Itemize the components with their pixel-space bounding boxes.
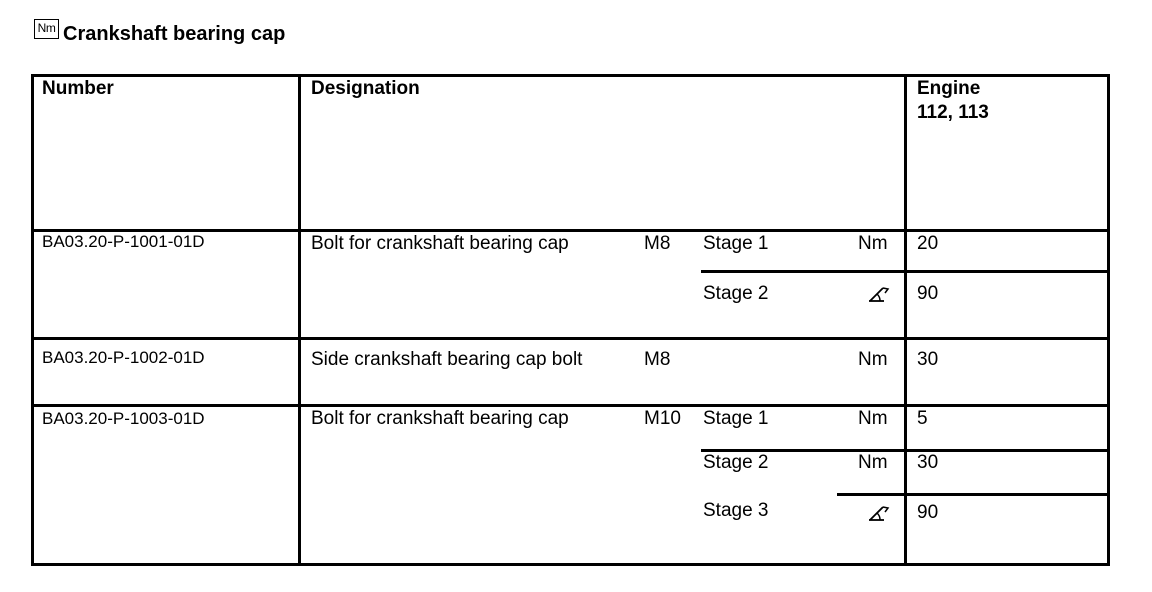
row1-stage1-unit: Nm	[858, 233, 888, 254]
header-engine-models: 112, 113	[917, 102, 989, 123]
stage-divider-row3-b	[837, 493, 1110, 496]
row3-stage2-unit: Nm	[858, 452, 888, 473]
row1-number: BA03.20-P-1001-01D	[42, 232, 205, 251]
row1-designation: Bolt for crankshaft bearing cap	[311, 233, 569, 254]
row3-stage1-value: 5	[917, 408, 928, 429]
row2-designation: Side crankshaft bearing cap bolt	[311, 349, 583, 370]
row1-stage1-value: 20	[917, 233, 939, 254]
row1-stage1-label: Stage 1	[703, 233, 769, 254]
stage-divider-row1	[701, 270, 1110, 273]
header-number: Number	[42, 78, 114, 99]
row3-stage2-value: 30	[917, 452, 939, 473]
header-engine: Engine	[917, 78, 981, 99]
nm-torque-icon: Nm	[34, 19, 59, 39]
row3-stage2-label: Stage 2	[703, 452, 769, 473]
row-divider-2	[31, 404, 1110, 407]
row2-unit: Nm	[858, 349, 888, 370]
angle-icon	[868, 285, 890, 303]
column-divider-number	[298, 74, 301, 566]
angle-icon	[868, 504, 890, 522]
row1-thread: M8	[644, 233, 671, 254]
row2-thread: M8	[644, 349, 671, 370]
row3-stage1-unit: Nm	[858, 408, 888, 429]
row2-value: 30	[917, 349, 939, 370]
row1-stage2-label: Stage 2	[703, 283, 769, 304]
row3-stage1-label: Stage 1	[703, 408, 769, 429]
row2-number: BA03.20-P-1002-01D	[42, 348, 205, 367]
row3-thread: M10	[644, 408, 681, 429]
page-title: Crankshaft bearing cap	[63, 23, 286, 45]
header-designation: Designation	[311, 78, 420, 99]
row3-stage3-value: 90	[917, 502, 939, 523]
row1-stage2-value: 90	[917, 283, 939, 304]
row-divider-1	[31, 337, 1110, 340]
row3-designation: Bolt for crankshaft bearing cap	[311, 408, 569, 429]
row3-stage3-label: Stage 3	[703, 500, 769, 521]
row3-number: BA03.20-P-1003-01D	[42, 409, 205, 428]
